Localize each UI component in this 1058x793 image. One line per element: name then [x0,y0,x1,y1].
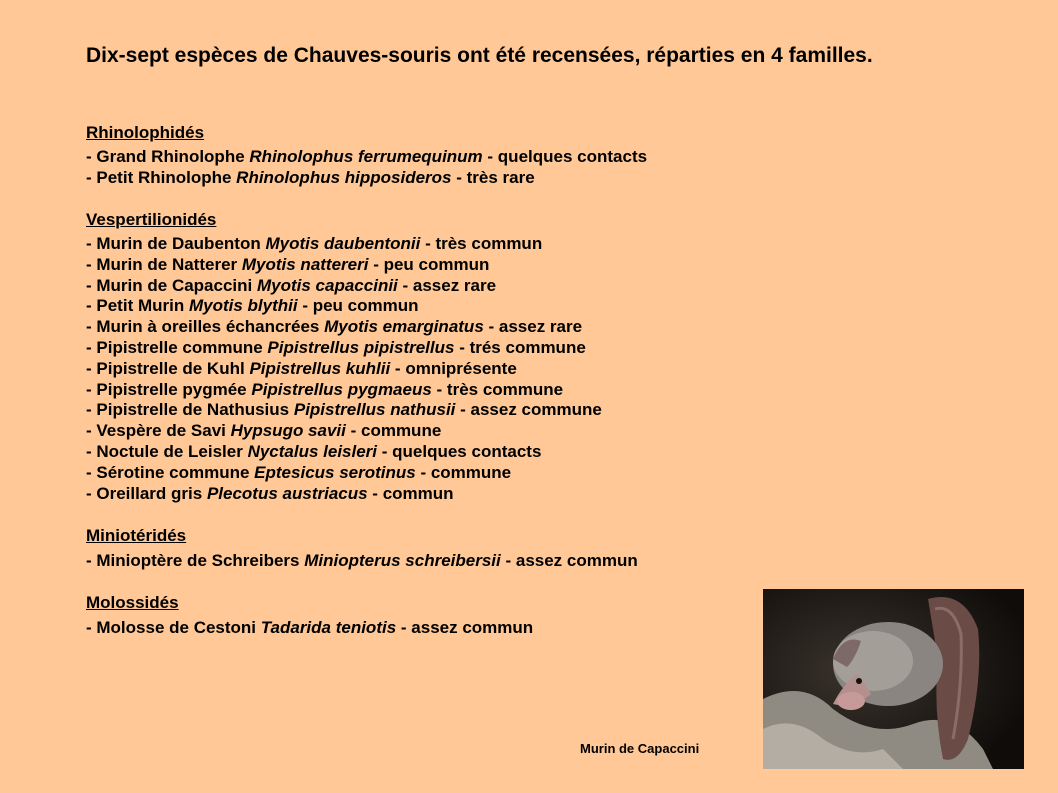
species-list-vespertilionides [86,234,602,504]
family-heading-rhinolophides: Rhinolophidés [86,123,205,142]
page-title: Dix-sept espèces de Chauves-souris ont été recensées, réparties en 4 familles. [86,44,873,67]
bat-illustration [763,589,1024,769]
species-list-molossides [86,618,533,639]
list-item: - Pipistrelle de Kuhl Pipistrellus kuhlii - omniprésente [86,358,517,378]
bat-photo [763,589,1024,769]
list-item: - Murin de Natterer Myotis nattereri - peu commun [86,254,490,274]
list-item: - Murin de Capaccini Myotis capaccinii - assez rare [86,275,497,295]
list-item: - Murin de Daubenton Myotis daubentonii - très commun [86,234,543,253]
list-item: - Pipistrelle pygmée Pipistrellus pygmaeus - très commune [86,379,564,399]
list-item: - Pipistrelle de Nathusius Pipistrellus nathusii - assez commune [86,400,602,420]
list-item: - Murin à oreilles échancrées Myotis emarginatus - assez rare [86,317,583,337]
list-item: - Sérotine commune Eptesicus serotinus - commune [86,462,512,482]
list-item: - Petit Rhinolophe Rhinolophus hipposideros - très rare [86,167,535,187]
photo-caption: Murin de Capaccini [580,741,700,756]
list-item: - Noctule de Leisler Nyctalus leisleri - quelques contacts [86,441,542,461]
list-item: - Molosse de Cestoni Tadarida teniotis - assez commun [86,618,534,637]
list-item: - Minioptère de Schreibers Miniopterus schreibersii - assez commun [86,551,638,570]
family-heading-miniopterides: Miniotéridés [86,526,187,545]
list-item: - Oreillard gris Plecotus austriacus - commun [86,483,454,503]
list-item: - Vespère de Savi Hypsugo savii - commune [86,421,442,441]
species-list-rhinolophides [86,147,647,189]
list-item: - Pipistrelle commune Pipistrellus pipistrellus - trés commune [86,337,586,357]
family-heading-molossides: Molossidés [86,593,179,612]
list-item: - Petit Murin Myotis blythii - peu commun [86,296,419,316]
species-list-miniopterides [86,551,638,572]
family-heading-vespertilionides: Vespertilionidés [86,210,217,229]
list-item: - Grand Rhinolophe Rhinolophus ferrumequinum - quelques contacts [86,147,648,166]
